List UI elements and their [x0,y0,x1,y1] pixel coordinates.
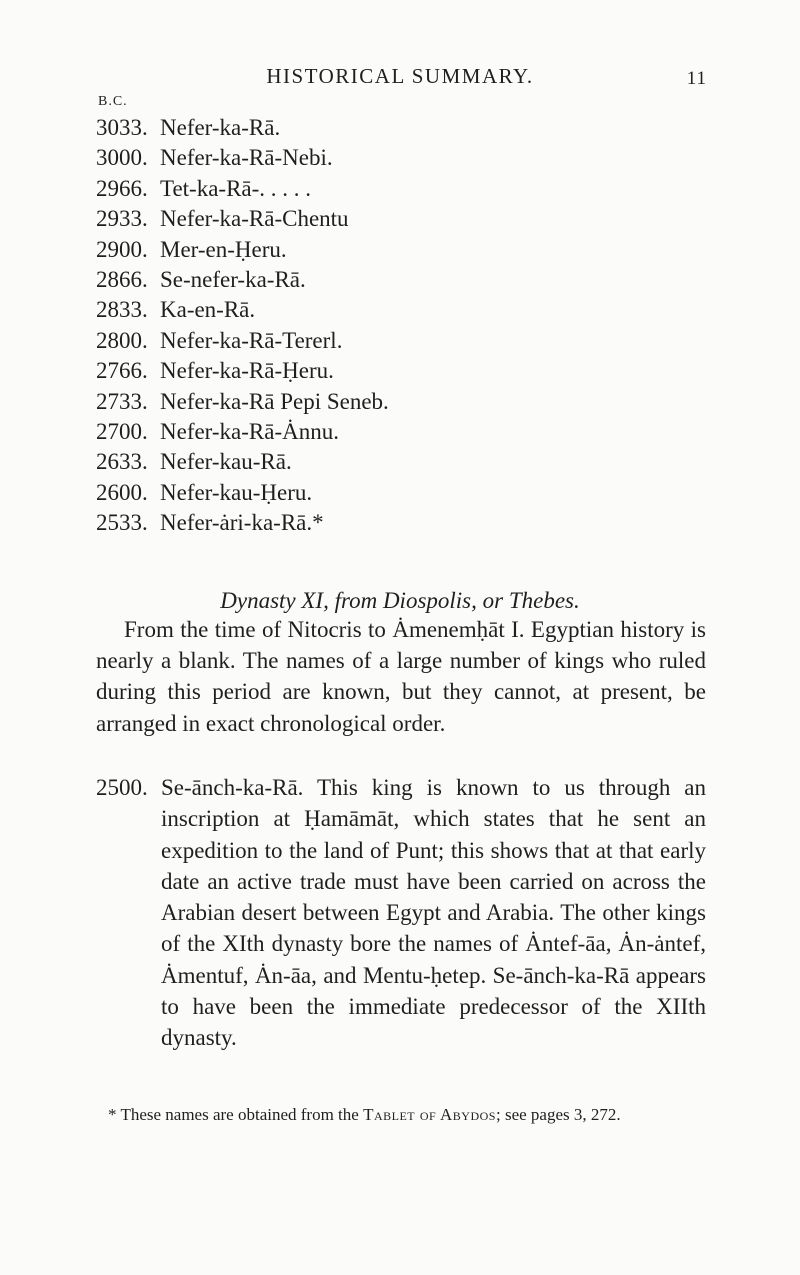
king-list-item [96,356,696,386]
running-head [0,64,800,94]
king-list-item [96,447,696,477]
king-name: Nefer-ka-Rā-Ȧnnu. [160,418,339,444]
king-year: 2533. [96,510,148,536]
king-name: Ka-en-Rā. [160,297,256,323]
king-name: Nefer-ka-Rā Pepi Seneb. [160,388,389,414]
king-name: Mer-en-Ḥeru. [160,236,287,262]
king-year: 3000. [96,145,148,171]
king-list-item [96,143,696,173]
era-label: B.C. [98,94,128,109]
king-list-item [96,204,696,234]
king-year: 2866. [96,266,148,292]
king-list-item [96,265,696,295]
king-year: 2766. [96,358,148,384]
king-year: 2833. [96,297,148,323]
king-name: Nefer-kau-Ḥeru. [160,479,313,505]
king-name: Nefer-ka-Rā-Nebi. [160,145,333,171]
king-list-item [96,113,696,143]
intro-paragraph: From the time of Nitocris to Ȧmenemḥāt I. Egyptian history is nearly a blank. The names of a large number of kings who ruled during this period are known, but they cannot, at present, be arranged in exact chronological order. [96,617,706,736]
king-list-item [96,508,696,538]
king-year: 2800. [96,327,148,353]
king-year: 2933. [96,206,148,232]
king-name: Nefer-ka-Rā. [160,115,281,140]
king-list-item [96,417,696,447]
dynasty-heading: Dynasty XI, from Diospolis, or Thebes. [220,588,580,613]
footnote-text-after: ; see pages 3, 272. [495,1105,621,1124]
king-name: Nefer-ka-Rā-Chentu [160,206,349,232]
entry-year: 2500. [96,775,148,800]
king-name: Nefer-ȧri-ka-Rā.* [160,510,324,536]
king-year: 3033. [96,115,148,140]
king-year: 2966. [96,175,148,201]
footnote-text-before: * These names are obtained from the [108,1105,359,1124]
page-number: 11 [686,68,707,89]
king-list-item [96,387,696,417]
king-year: 2600. [96,479,148,505]
footnote [96,1102,706,1127]
king-name: Nefer-ka-Rā-Ḥeru. [160,358,334,384]
king-name: Nefer-kau-Rā. [160,449,292,475]
king-list-item [96,326,696,356]
king-year: 2633. [96,449,148,475]
king-list-item [96,295,696,325]
king-year: 2733. [96,388,148,414]
king-year: 2900. [96,236,148,262]
entry-text: Se-ānch-ka-Rā. This king is known to us through an inscription at Ḥamāmāt, which states that he sent an expedition to the land of Punt; this shows that at that early date an active trade must have been carried on across the Arabian desert between Egypt and Arabia. The other kings of the XIth dynasty bore the names of Ȧntef-āa, Ȧn-ȧntef, Ȧmentuf, Ȧn-āa, and Mentu-ḥetep. Se-ānch-ka-Rā appears to have been the immediate predecessor of the XIIth dynasty. [161,775,706,1051]
king-list [96,113,696,538]
king-name: Tet-ka-Rā-. . . . . [160,175,312,201]
footnote-source: Tablet of Abydos [363,1105,496,1124]
king-year: 2700. [96,418,148,444]
king-name: Se-nefer-ka-Rā. [160,266,306,292]
king-list-item [96,174,696,204]
king-name: Nefer-ka-Rā-Tererl. [160,327,343,353]
king-list-item [96,235,696,265]
running-title: HISTORICAL SUMMARY. [266,64,534,88]
king-list-item [96,478,696,508]
king-entry [96,772,706,1054]
